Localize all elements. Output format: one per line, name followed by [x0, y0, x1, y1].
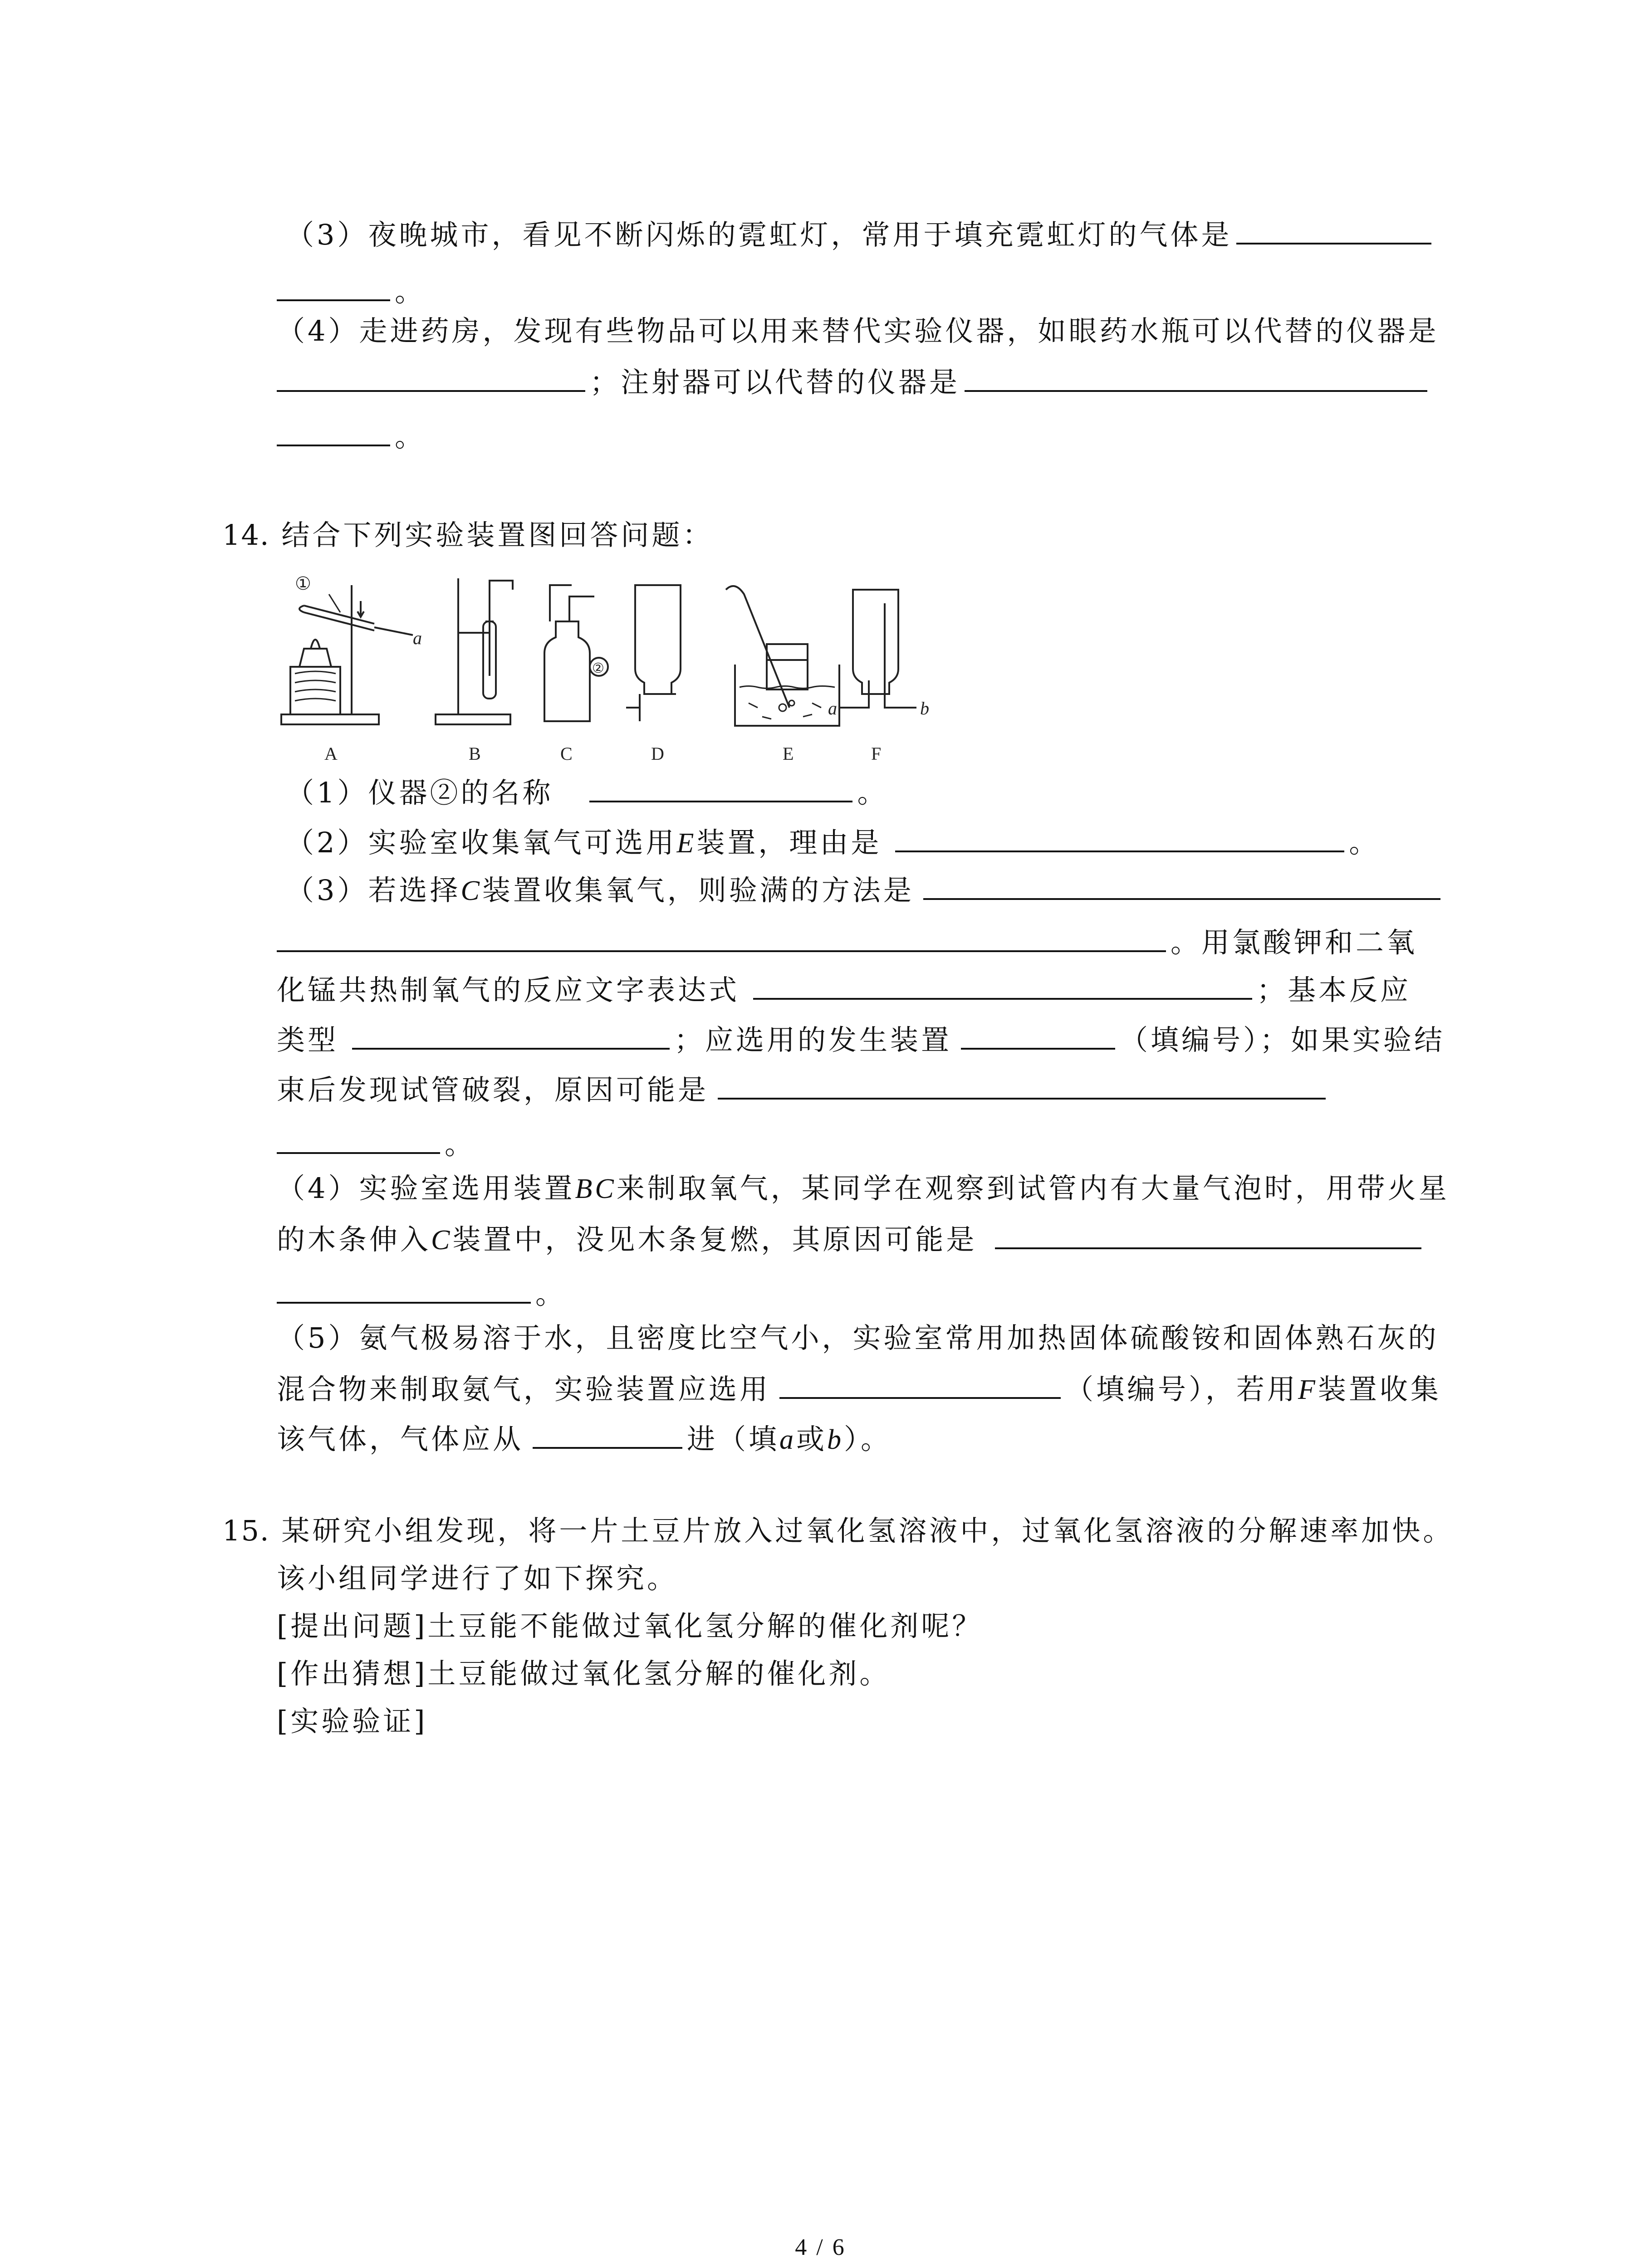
q13-part3-cont: 。	[277, 272, 426, 310]
label-A: A	[324, 743, 338, 764]
q13-part4-cont: ；注射器可以代替的仪器是	[277, 363, 1432, 401]
apparatus-C	[544, 585, 608, 721]
q14-part4-end: 。	[277, 1275, 566, 1312]
q14-part5-l3: 该气体，气体应从 进（填a或b）。	[277, 1420, 892, 1458]
apparatus-E	[726, 586, 839, 726]
label-D: D	[651, 743, 664, 764]
q14-part5-l2: 混合物来制取氨气，实验装置应选用 （填编号），若用F装置收集	[277, 1370, 1441, 1408]
answer-blank[interactable]	[965, 363, 1427, 392]
answer-blank[interactable]	[277, 272, 390, 301]
q14-part3: （3）若选择C装置收集氧气，则验满的方法是	[286, 871, 1445, 909]
port-b-F: b	[920, 698, 929, 719]
q14-part3-l3: 化锰共热制氧气的反应文字表达式 ；基本反应	[277, 971, 1411, 1008]
q14-part3-l5: 束后发现试管破裂，原因可能是	[277, 1070, 1330, 1108]
label-C: C	[560, 743, 573, 764]
answer-blank[interactable]	[277, 923, 1166, 952]
answer-blank[interactable]	[995, 1220, 1421, 1249]
q14-part3-end: 。	[277, 1125, 475, 1163]
answer-blank[interactable]	[533, 1420, 682, 1449]
q15-hypothesis: [作出猜想]土豆能做过氧化氢分解的催化剂。	[277, 1657, 891, 1690]
answer-blank[interactable]	[277, 417, 390, 446]
q14-part3-l2: 。用氯酸钾和二氧	[277, 923, 1417, 961]
marker-1: ①	[295, 573, 311, 594]
q14-part4-l2: 的木条伸入C装置中，没见木条复燃，其原因可能是	[277, 1220, 1426, 1258]
q15-verification: [实验验证]	[277, 1705, 428, 1738]
q13-part4: （4）走进药房，发现有些物品可以用来替代实验仪器，如眼药水瓶可以代替的仪器是	[277, 314, 1439, 347]
q13-part4-end: 。	[277, 417, 426, 455]
apparatus-A	[281, 585, 413, 724]
answer-blank[interactable]	[718, 1070, 1326, 1100]
answer-blank[interactable]	[277, 1275, 531, 1304]
answer-blank[interactable]	[753, 971, 1252, 1000]
answer-blank[interactable]	[1236, 215, 1431, 244]
apparatus-B	[436, 578, 513, 724]
label-F: F	[871, 743, 882, 764]
answer-blank[interactable]	[779, 1370, 1061, 1399]
label-B: B	[469, 743, 481, 764]
q14-part1: （1）仪器②的名称 。	[286, 773, 888, 811]
q15-line2: 该小组同学进行了如下探究。	[277, 1562, 678, 1595]
label-E: E	[783, 743, 794, 764]
answer-blank[interactable]	[277, 363, 585, 392]
q14-part2: （2）实验室收集氧气可选用E装置，理由是 。	[286, 823, 1380, 861]
q14-part4: （4）实验室选用装置BC来制取氧气，某同学在观察到试管内有大量气泡时，用带火星	[277, 1172, 1450, 1205]
q14-part5: （5）氨气极易溶于水，且密度比空气小，实验室常用加热固体硫酸铵和固体熟石灰的	[277, 1321, 1439, 1354]
q15-stem: 15. 某研究小组发现，将一片土豆片放入过氧化氢溶液中，过氧化氢溶液的分解速率加快。	[222, 1514, 1454, 1547]
q14-stem: 14. 结合下列实验装置图回答问题：	[222, 518, 714, 552]
q14-part3-l4: 类型 ；应选用的发生装置 （填编号）；如果实验结	[277, 1021, 1445, 1058]
q15-question: [提出问题]土豆能不能做过氧化氢分解的催化剂呢？	[277, 1609, 983, 1642]
answer-blank[interactable]	[352, 1021, 670, 1050]
apparatus-D	[626, 585, 681, 721]
answer-blank[interactable]	[277, 1125, 440, 1154]
answer-blank[interactable]	[895, 823, 1344, 852]
port-a-A: a	[413, 628, 422, 648]
answer-blank[interactable]	[923, 871, 1440, 900]
apparatus-F	[839, 590, 916, 708]
q13-part3: （3）夜晚城市，看见不断闪烁的霓虹灯，常用于填充霓虹灯的气体是	[286, 215, 1436, 253]
apparatus-figure	[277, 558, 957, 767]
answer-blank[interactable]	[589, 773, 852, 802]
port-a-F: a	[828, 698, 837, 719]
page-number: 4 / 6	[795, 2234, 846, 2260]
marker-2: ②	[592, 661, 604, 676]
answer-blank[interactable]	[961, 1021, 1115, 1050]
